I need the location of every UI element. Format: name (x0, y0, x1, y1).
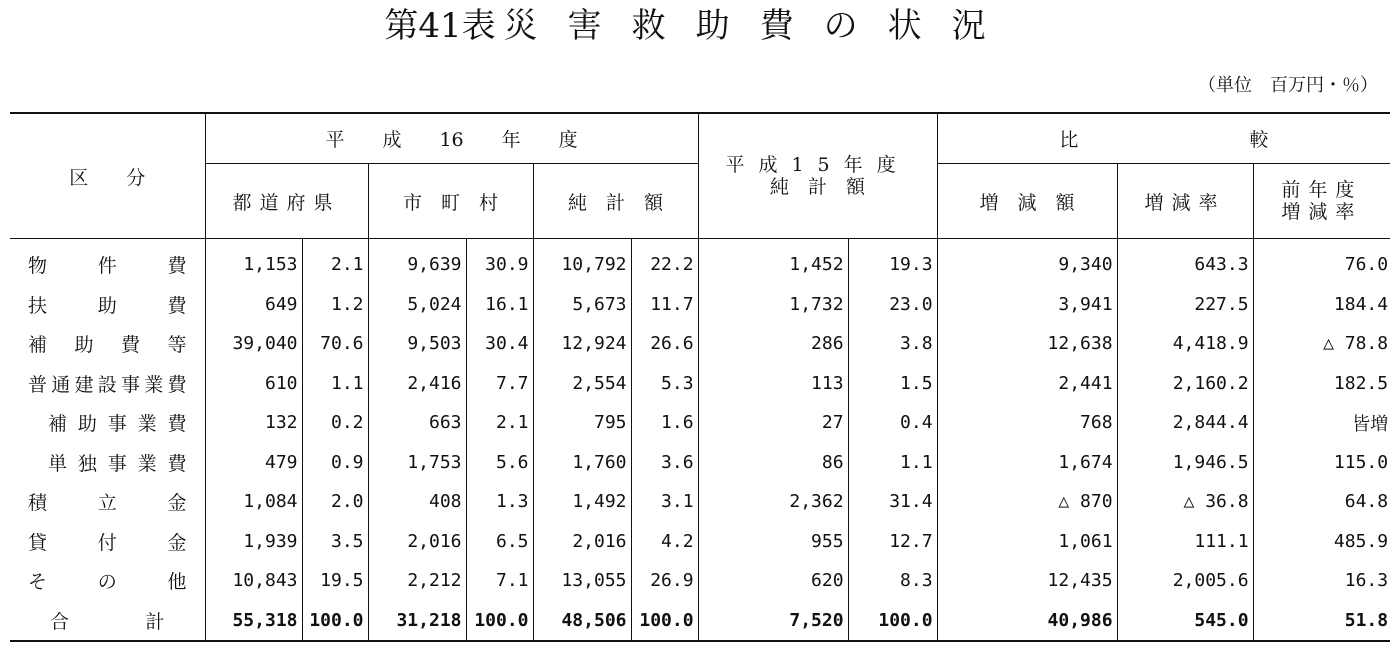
header-prev-rate-line1: 前年度 (1281, 179, 1363, 201)
cell-prefecture-percent: 100.0 (302, 601, 368, 642)
cell-fy15-amount: 955 (698, 522, 848, 562)
table-body (10, 239, 1390, 642)
cell-net-amount: 795 (533, 403, 631, 443)
cell-change-amount: 2,441 (937, 364, 1117, 404)
cell-prev-year-rate: 184.4 (1333, 293, 1389, 315)
cell-municipal-percent: 2.1 (466, 403, 533, 443)
cell-prefecture-percent: 2.1 (302, 239, 368, 285)
cell-change-rate: △ 36.8 (1117, 482, 1253, 522)
cell-change-rate: 4,418.9 (1117, 324, 1253, 364)
cell-municipal-amount: 2,016 (368, 522, 466, 562)
cell-fy15-percent: 1.1 (848, 443, 937, 483)
cell-municipal-percent: 30.4 (466, 324, 533, 364)
cell-change-amount: 40,986 (937, 601, 1117, 642)
cell-prev-year-rate: 115.0 (1333, 451, 1389, 473)
cell-net-percent: 3.1 (631, 482, 698, 522)
cell-prev-year-rate: 51.8 (1344, 609, 1389, 631)
cell-net-percent: 11.7 (631, 285, 698, 325)
table-row (10, 522, 1390, 562)
cell-prefecture-amount: 610 (205, 364, 302, 404)
cell-municipal-percent: 30.9 (466, 239, 533, 285)
cell-fy15-percent: 23.0 (848, 285, 937, 325)
cell-prev-year-rate: △ 78.8 (1323, 333, 1389, 355)
cell-net-amount: 1,492 (533, 482, 631, 522)
row-label: 物件費 (10, 239, 205, 285)
cell-municipal-percent: 7.1 (466, 561, 533, 601)
cell-net-percent: 22.2 (631, 239, 698, 285)
cell-fy15-amount: 1,732 (698, 285, 848, 325)
cell-fy15-amount: 27 (698, 403, 848, 443)
cell-net-percent: 5.3 (631, 364, 698, 404)
cell-change-amount: 12,435 (937, 561, 1117, 601)
row-label: 積立金 (10, 482, 205, 522)
cell-prefecture-amount: 132 (205, 403, 302, 443)
cell-prefecture-amount: 1,153 (205, 239, 302, 285)
table-row (10, 364, 1390, 404)
cell-prev-year-rate: 皆増 (1352, 413, 1389, 435)
cell-change-rate: 545.0 (1117, 601, 1253, 642)
row-label: 補助費等 (10, 324, 205, 364)
cell-change-rate: 111.1 (1117, 522, 1253, 562)
cell-net-amount: 5,673 (533, 285, 631, 325)
cell-fy15-percent: 8.3 (848, 561, 937, 601)
row-label: 扶助費 (10, 285, 205, 325)
disaster-relief-table (10, 112, 1390, 642)
cell-prefecture-amount: 479 (205, 443, 302, 483)
cell-net-amount: 12,924 (533, 324, 631, 364)
total-row (10, 601, 1390, 642)
row-label: 普通建設事業費 (10, 364, 205, 404)
cell-municipal-percent: 7.7 (466, 364, 533, 404)
cell-prefecture-amount: 55,318 (205, 601, 302, 642)
cell-prefecture-percent: 0.2 (302, 403, 368, 443)
cell-prefecture-amount: 649 (205, 285, 302, 325)
header-prefecture: 都道府県 (205, 164, 368, 239)
cell-net-amount: 2,016 (533, 522, 631, 562)
cell-fy15-percent: 31.4 (848, 482, 937, 522)
cell-change-amount: 1,674 (937, 443, 1117, 483)
cell-net-percent: 26.6 (631, 324, 698, 364)
cell-net-amount: 10,792 (533, 239, 631, 285)
cell-municipal-amount: 2,416 (368, 364, 466, 404)
cell-prefecture-percent: 2.0 (302, 482, 368, 522)
cell-prefecture-amount: 10,843 (205, 561, 302, 601)
header-comparison: 比 較 (937, 113, 1390, 164)
cell-prefecture-amount: 39,040 (205, 324, 302, 364)
header-fy15-line1: 平成15年度 (725, 154, 910, 176)
cell-fy15-amount: 113 (698, 364, 848, 404)
cell-change-amount: 768 (937, 403, 1117, 443)
cell-fy15-percent: 0.4 (848, 403, 937, 443)
cell-prefecture-percent: 70.6 (302, 324, 368, 364)
header-net-total: 純 計 額 (533, 164, 698, 239)
cell-municipal-percent: 100.0 (466, 601, 533, 642)
cell-fy15-percent: 1.5 (848, 364, 937, 404)
cell-municipal-amount: 1,753 (368, 443, 466, 483)
cell-net-amount: 48,506 (533, 601, 631, 642)
cell-net-percent: 26.9 (631, 561, 698, 601)
cell-fy15-percent: 12.7 (848, 522, 937, 562)
cell-net-amount: 2,554 (533, 364, 631, 404)
table-row (10, 561, 1390, 601)
cell-prefecture-percent: 1.2 (302, 285, 368, 325)
cell-prefecture-percent: 3.5 (302, 522, 368, 562)
cell-change-rate: 643.3 (1117, 239, 1253, 285)
header-fy15 (698, 113, 937, 239)
cell-prev-year-rate: 485.9 (1333, 530, 1389, 552)
cell-change-rate: 1,946.5 (1117, 443, 1253, 483)
cell-fy15-amount: 86 (698, 443, 848, 483)
cell-prefecture-percent: 19.5 (302, 561, 368, 601)
cell-municipal-amount: 2,212 (368, 561, 466, 601)
cell-municipal-amount: 408 (368, 482, 466, 522)
cell-net-amount: 1,760 (533, 443, 631, 483)
cell-municipal-amount: 5,024 (368, 285, 466, 325)
row-label: 補助事業費 (10, 403, 205, 443)
cell-change-amount: △ 870 (937, 482, 1117, 522)
header-fy15-line2: 純 計 額 (770, 176, 866, 198)
cell-net-amount: 13,055 (533, 561, 631, 601)
cell-municipal-amount: 9,503 (368, 324, 466, 364)
table-row (10, 403, 1390, 443)
header-category: 区 分 (10, 113, 205, 239)
cell-fy15-amount: 620 (698, 561, 848, 601)
cell-change-rate: 2,005.6 (1117, 561, 1253, 601)
cell-prev-year-rate: 76.0 (1344, 254, 1389, 276)
cell-prev-year-rate: 64.8 (1344, 491, 1389, 513)
row-label: 貸付金 (10, 522, 205, 562)
table-number: 第41表 (384, 6, 496, 46)
cell-fy15-percent: 3.8 (848, 324, 937, 364)
cell-fy15-amount: 286 (698, 324, 848, 364)
cell-fy15-amount: 1,452 (698, 239, 848, 285)
cell-municipal-amount: 31,218 (368, 601, 466, 642)
cell-prefecture-percent: 0.9 (302, 443, 368, 483)
table-row (10, 324, 1390, 364)
cell-municipal-percent: 1.3 (466, 482, 533, 522)
header-change-amount: 増 減 額 (937, 164, 1117, 239)
unit-note: （単位 百万円・％） (1198, 75, 1378, 96)
cell-prefecture-percent: 1.1 (302, 364, 368, 404)
row-label: 合計 (10, 601, 205, 642)
page-title (0, 4, 1400, 48)
header-prev-rate-line2: 増減率 (1281, 201, 1363, 223)
header-fy16: 平 成 16 年 度 (205, 113, 698, 164)
cell-net-percent: 1.6 (631, 403, 698, 443)
cell-net-percent: 4.2 (631, 522, 698, 562)
header-change-rate: 増減率 (1117, 164, 1253, 239)
cell-change-rate: 227.5 (1117, 285, 1253, 325)
cell-municipal-amount: 9,639 (368, 239, 466, 285)
table-row (10, 443, 1390, 483)
cell-prev-year-rate: 182.5 (1333, 372, 1389, 394)
table-title: 災害救助費の状況 (503, 6, 1016, 46)
cell-fy15-percent: 19.3 (848, 239, 937, 285)
header-municipal: 市 町 村 (368, 164, 533, 239)
cell-municipal-percent: 5.6 (466, 443, 533, 483)
cell-change-amount: 3,941 (937, 285, 1117, 325)
cell-fy15-amount: 2,362 (698, 482, 848, 522)
table-row (10, 482, 1390, 522)
cell-municipal-percent: 6.5 (466, 522, 533, 562)
cell-net-percent: 3.6 (631, 443, 698, 483)
cell-change-amount: 9,340 (937, 239, 1117, 285)
cell-change-rate: 2,160.2 (1117, 364, 1253, 404)
cell-municipal-amount: 663 (368, 403, 466, 443)
cell-change-rate: 2,844.4 (1117, 403, 1253, 443)
cell-fy15-amount: 7,520 (698, 601, 848, 642)
table-row (10, 285, 1390, 325)
cell-change-amount: 1,061 (937, 522, 1117, 562)
cell-prev-year-rate: 16.3 (1344, 570, 1389, 592)
header-prev-rate (1253, 164, 1390, 239)
cell-municipal-percent: 16.1 (466, 285, 533, 325)
cell-prefecture-amount: 1,084 (205, 482, 302, 522)
cell-fy15-percent: 100.0 (848, 601, 937, 642)
row-label: その他 (10, 561, 205, 601)
table-row (10, 239, 1390, 285)
cell-net-percent: 100.0 (631, 601, 698, 642)
row-label: 単独事業費 (10, 443, 205, 483)
cell-prefecture-amount: 1,939 (205, 522, 302, 562)
cell-change-amount: 12,638 (937, 324, 1117, 364)
